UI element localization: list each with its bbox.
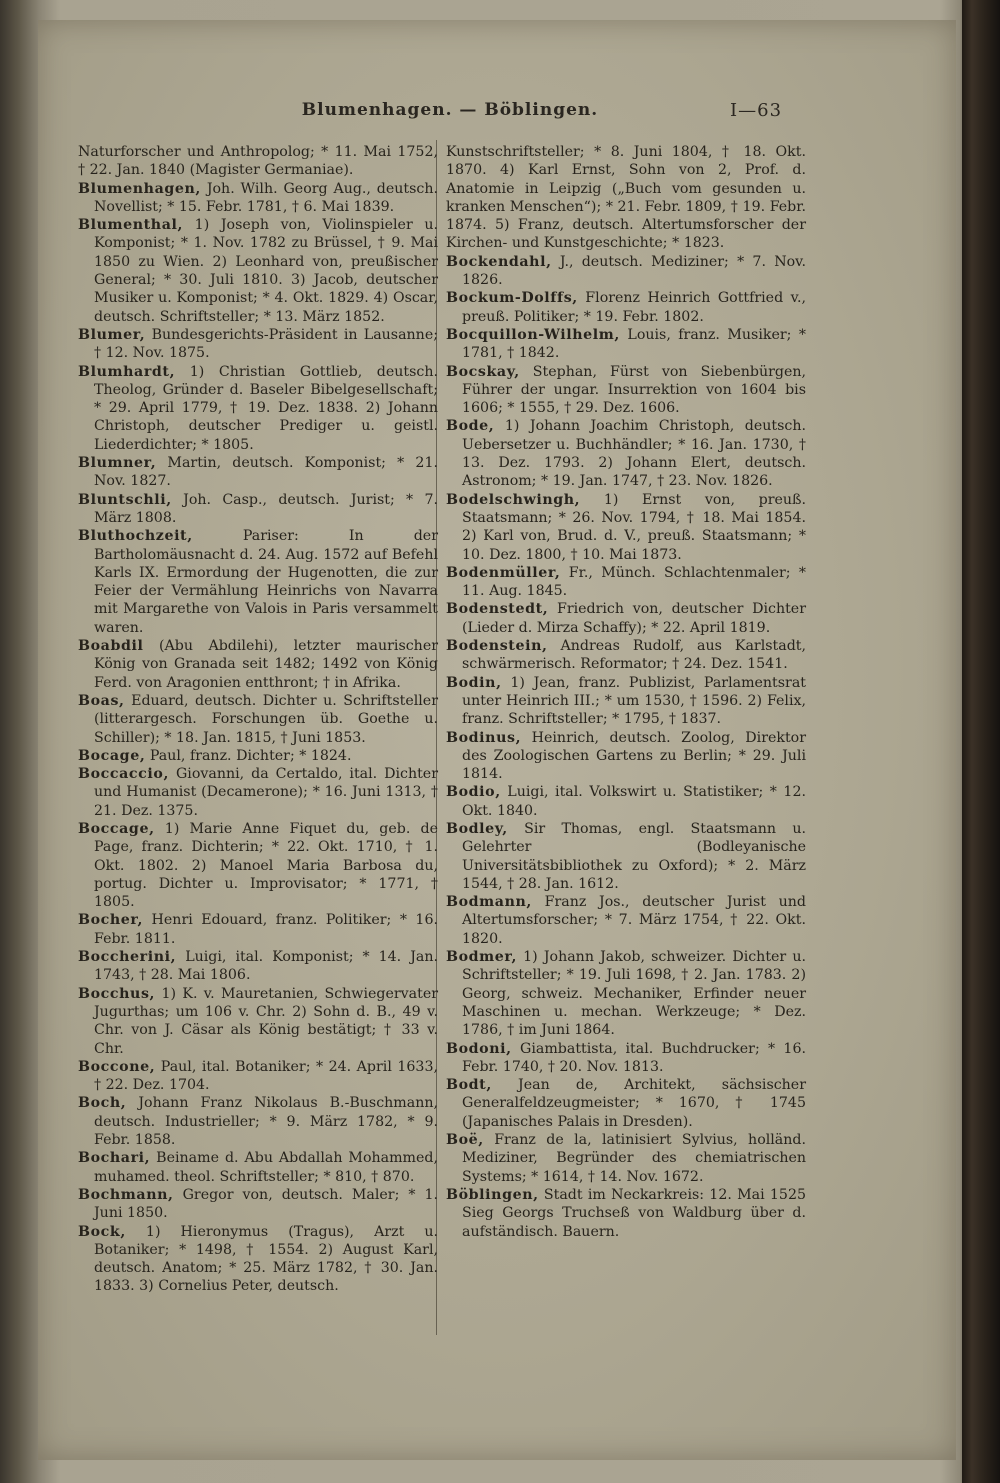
entry-text: Luigi, ital. Volkswirt u. Statistiker; * 12. Okt. 1840. xyxy=(462,784,806,819)
entry-headword: Bochari, xyxy=(78,1150,151,1167)
dictionary-entry xyxy=(78,1186,438,1223)
dictionary-entry xyxy=(446,491,806,564)
dictionary-entry xyxy=(446,729,806,784)
entry-text: Franz Jos., deutscher Jurist und Altertumsforscher; * 7. März 1754, † 22. Okt. 1820. xyxy=(462,894,806,947)
entry-headword: Bodley, xyxy=(446,820,508,837)
dictionary-entry xyxy=(446,417,806,490)
dictionary-entry xyxy=(78,820,438,911)
entry-text: Stadt im Neckarkreis: 12. Mai 1525 Sieg Georgs Truchseß von Waldburg über d. aufständisch. Bauern. xyxy=(462,1186,806,1240)
dictionary-entry xyxy=(78,143,438,180)
dictionary-entry xyxy=(446,783,806,820)
entry-text: Franz de la, latinisiert Sylvius, holländ. Mediziner, Begründer des chemiatrischen Systems; * 1614, † 14. Nov. 1672. xyxy=(462,1132,806,1185)
entry-headword: Bodenmüller, xyxy=(446,564,561,581)
dictionary-entry xyxy=(446,1186,806,1241)
dictionary-entry xyxy=(78,1058,438,1095)
entry-text: 1) K. v. Mauretanien, Schwiegervater Jugurthas; um 106 v. Chr. 2) Sohn d. B., 49 v. Chr. von J. Cäsar als König bestätigt; † 33 v. Chr. xyxy=(94,985,438,1057)
dictionary-entry xyxy=(78,216,438,326)
dictionary-entry xyxy=(78,491,438,528)
entry-headword: Boccone, xyxy=(78,1058,156,1075)
entry-headword: Boccherini, xyxy=(78,949,177,966)
entry-headword: Boccaccio, xyxy=(78,766,169,783)
dictionary-entry xyxy=(78,911,438,948)
entry-headword: Bodelschwingh, xyxy=(446,491,581,508)
dictionary-entry xyxy=(78,985,438,1058)
dictionary-entry xyxy=(446,637,806,674)
page-number: I—63 xyxy=(730,100,783,121)
entry-text: 1) Ernst von, preuß. Staatsmann; * 26. Nov. 1794, † 18. Mai 1854. 2) Karl von, Brud. d. V., preuß. Staatsmann; * 10. Dez. 1800, † 10. Mai 1873. xyxy=(462,491,806,563)
entry-headword: Bock, xyxy=(78,1223,126,1240)
entry-headword: Böblingen, xyxy=(446,1186,539,1203)
dictionary-entry xyxy=(78,1094,438,1149)
dictionary-entry xyxy=(446,948,806,1039)
dictionary-entry xyxy=(446,289,806,326)
entry-headword: Bluthochzeit, xyxy=(78,528,193,545)
entry-text: 1) Christian Gottlieb, deutsch. Theolog, Gründer d. Baseler Bibelgesellschaft; * 29. April 1779, † 19. Dez. 1838. 2) Johann Christoph, deutscher Prediger u. geistl. Liederdichter; * 1805. xyxy=(94,363,438,453)
entry-text: Henri Edouard, franz. Politiker; * 16. Febr. 1811. xyxy=(94,912,438,947)
entry-text: Joh. Wilh. Georg Aug., deutsch. Novellist; * 15. Febr. 1781, † 6. Mai 1839. xyxy=(94,180,438,215)
entry-headword: Bocchus, xyxy=(78,985,156,1002)
left-column xyxy=(78,143,438,1296)
dictionary-entry xyxy=(446,143,806,253)
entry-headword: Boccage, xyxy=(78,820,155,837)
entry-text: Johann Franz Nikolaus B.-Buschmann, deutsch. Industrieller; * 9. März 1782, * 9. Febr. 1858. xyxy=(94,1095,438,1149)
entry-text: (Abu Abdilehi), letzter maurischer König von Granada seit 1482; 1492 von König Ferd. von Aragonien entthront; † in Afrika. xyxy=(94,638,438,691)
dictionary-entry xyxy=(446,363,806,418)
entry-headword: Bodin, xyxy=(446,674,502,691)
right-column xyxy=(446,143,806,1241)
entry-text: Luigi, ital. Komponist; * 14. Jan. 1743, † 28. Mai 1806. xyxy=(94,949,438,984)
entry-text: Friedrich von, deutscher Dichter (Lieder d. Mirza Schaffy); * 22. April 1819. xyxy=(462,601,806,636)
entry-text: Heinrich, deutsch. Zoolog, Direktor des Zoologischen Gartens zu Berlin; * 29. Juli 1814. xyxy=(462,729,806,783)
entry-text: 1) Joseph von, Violinspieler u. Komponist; * 1. Nov. 1782 zu Brüssel, † 9. Mai 1850 zu Wien. 2) Leonhard von, preußischer General; * 30. Juli 1810. 3) Jacob, deutscher Musiker u. Komponist; * 4. Okt. 1829. 4) Oscar, deutsch. Schriftsteller; * 13. März 1852. xyxy=(94,217,438,325)
entry-text: Giovanni, da Certaldo, ital. Dichter und Humanist (Decamerone); * 16. Juni 1313, † 21. Dez. 1375. xyxy=(94,766,438,819)
entry-headword: Bodoni, xyxy=(446,1040,512,1057)
entry-text: 1) Marie Anne Fiquet du, geb. de Page, franz. Dichterin; * 22. Okt. 1710, † 1. Okt. 1802. 2) Manoel Maria Barbosa du, portug. Dichter u. Improvisator; * 1771, † 1805. xyxy=(94,820,438,911)
dictionary-entry xyxy=(78,692,438,747)
entry-text: Florenz Heinrich Gottfried v., preuß. Politiker; * 19. Febr. 1802. xyxy=(462,290,806,325)
entry-text: Fr., Münch. Schlachtenmaler; * 11. Aug. 1845. xyxy=(462,564,806,600)
entry-headword: Blumhardt, xyxy=(78,363,176,380)
entry-text: Pariser: In der Bartholomäusnacht d. 24. Aug. 1572 auf Befehl Karls IX. Ermordung der Hugenotten, die zur Feier der Vermählung Heinrichs von Navarra mit Margarethe von Valois in Paris versammelt waren. xyxy=(94,528,438,636)
dictionary-entry xyxy=(78,747,438,765)
dictionary-entry xyxy=(78,765,438,820)
entry-headword: Bodinus, xyxy=(446,729,522,746)
dictionary-entry xyxy=(446,820,806,893)
dictionary-entry xyxy=(446,600,806,637)
dictionary-entry xyxy=(78,363,438,454)
entry-headword: Bochmann, xyxy=(78,1186,174,1203)
entry-text: 1) Hieronymus (Tragus), Arzt u. Botaniker; * 1498, † 1554. 2) August Karl, deutsch. Anatom; * 25. März 1782, † 30. Jan. 1833. 3) Cornelius Peter, deutsch. xyxy=(94,1223,438,1295)
entry-headword: Bluntschli, xyxy=(78,491,172,508)
entry-headword: Bockendahl, xyxy=(446,253,552,270)
entry-headword: Bodmer, xyxy=(446,949,517,966)
entry-headword: Bocskay, xyxy=(446,363,520,380)
entry-headword: Bocher, xyxy=(78,912,144,929)
running-header xyxy=(0,100,1000,130)
entry-headword: Boë, xyxy=(446,1132,484,1149)
entry-text: Paul, ital. Botaniker; * 24. April 1633, † 22. Dez. 1704. xyxy=(94,1058,438,1094)
entry-text: Louis, franz. Musiker; * 1781, † 1842. xyxy=(462,326,806,362)
entry-headword: Blumner, xyxy=(78,455,157,472)
entry-text: J., deutsch. Mediziner; * 7. Nov. 1826. xyxy=(462,253,806,289)
dictionary-entry xyxy=(78,527,438,637)
entry-text: Beiname d. Abu Abdallah Mohammed, muhamed. theol. Schriftsteller; * 810, † 870. xyxy=(94,1150,438,1185)
entry-text: Paul, franz. Dichter; * 1824. xyxy=(145,747,352,764)
entry-headword: Bodt, xyxy=(446,1077,492,1094)
dictionary-entry xyxy=(78,1149,438,1186)
entry-headword: Blumenhagen, xyxy=(78,180,201,197)
entry-text: Naturforscher und Anthropolog; * 11. Mai 1752, † 22. Jan. 1840 (Magister Germaniae). xyxy=(78,144,438,179)
dictionary-entry xyxy=(78,326,438,363)
running-title: Blumenhagen. — Böblingen. xyxy=(301,100,599,120)
entry-text: 1) Johann Joachim Christoph, deutsch. Uebersetzer u. Buchhändler; * 16. Jan. 1730, † 13. Dez. 1793. 2) Johann Elert, deutsch. Astronom; * 19. Jan. 1747, † 23. Nov. 1826. xyxy=(462,418,806,490)
entry-text: Gregor von, deutsch. Maler; * 1. Juni 1850. xyxy=(94,1186,438,1222)
dictionary-entry xyxy=(446,674,806,729)
dictionary-entry xyxy=(78,637,438,692)
book-spine xyxy=(962,0,1000,1483)
entry-headword: Bockum-Dolffs, xyxy=(446,290,578,307)
dictionary-entry xyxy=(446,564,806,601)
entry-headword: Bodenstein, xyxy=(446,638,548,655)
entry-text: 1) Johann Jakob, schweizer. Dichter u. Schriftsteller; * 19. Juli 1698, † 2. Jan. 1783. 2) Georg, schweiz. Mechaniker, Erfinder neuer Maschinen u. mechan. Werkzeuge; * Dez. 1786, † im Juni 1864. xyxy=(462,949,806,1039)
entry-headword: Bode, xyxy=(446,418,495,435)
entry-text: 1) Jean, franz. Publizist, Parlamentsrat unter Heinrich III.; * um 1530, † 1596. 2) Felix, franz. Schriftsteller; * 1795, † 1837. xyxy=(462,674,806,728)
entry-text: Kunstschriftsteller; * 8. Juni 1804, † 18. Okt. 1870. 4) Karl Ernst, Sohn von 2, Prof. d. Anatomie in Leipzig („Buch vom gesunden u. kranken Menschen“); * 21. Febr. 1809, † 19. Febr. 1874. 5) Franz, deutsch. Altertumsforscher der Kirchen- und Kunstgeschichte; * 1823. xyxy=(446,144,806,252)
entry-text: Eduard, deutsch. Dichter u. Schriftsteller (litterargesch. Forschungen üb. Goethe u. Schiller); * 18. Jan. 1815, † Juni 1853. xyxy=(94,692,438,746)
entry-text: Giambattista, ital. Buchdrucker; * 16. Febr. 1740, † 20. Nov. 1813. xyxy=(462,1040,806,1075)
entry-text: Bundesgerichts-Präsident in Lausanne; † 12. Nov. 1875. xyxy=(94,326,438,362)
dictionary-entry xyxy=(78,454,438,491)
dictionary-entry xyxy=(78,1223,438,1296)
entry-headword: Boas, xyxy=(78,692,125,709)
entry-headword: Blumer, xyxy=(78,326,146,343)
entry-headword: Bodio, xyxy=(446,784,501,801)
dictionary-entry xyxy=(446,1040,806,1077)
entry-text: Andreas Rudolf, aus Karlstadt, schwärmerisch. Reformator; † 24. Dez. 1541. xyxy=(462,638,806,673)
entry-text: Stephan, Fürst von Siebenbürgen, Führer der ungar. Insurrektion von 1604 bis 1606; * 1555, † 29. Dez. 1606. xyxy=(462,363,806,417)
entry-headword: Bocage, xyxy=(78,747,146,764)
entry-text: Martin, deutsch. Komponist; * 21. Nov. 1827. xyxy=(94,455,438,490)
entry-headword: Bodmann, xyxy=(446,894,532,911)
dictionary-entry xyxy=(446,253,806,290)
entry-headword: Blumenthal, xyxy=(78,217,184,234)
entry-headword: Boabdil xyxy=(78,638,144,655)
dictionary-entry xyxy=(446,1076,806,1131)
entry-text: Jean de, Architekt, sächsischer Generalfeldzeugmeister; * 1670, † 1745 (Japanisches Palais in Dresden). xyxy=(462,1077,806,1130)
entry-text: Sir Thomas, engl. Staatsmann u. Gelehrter (Bodleyanische Universitätsbibliothek zu Oxford); * 2. März 1544, † 28. Jan. 1612. xyxy=(462,820,806,892)
entry-headword: Bodenstedt, xyxy=(446,601,549,618)
entry-headword: Boch, xyxy=(78,1095,127,1112)
entry-text: Joh. Casp., deutsch. Jurist; * 7. März 1808. xyxy=(94,491,438,526)
dictionary-entry xyxy=(446,326,806,363)
dictionary-entry xyxy=(78,180,438,217)
dictionary-entry xyxy=(446,893,806,948)
dictionary-entry xyxy=(446,1131,806,1186)
dictionary-entry xyxy=(78,948,438,985)
entry-headword: Bocquillon-Wilhelm, xyxy=(446,326,620,343)
